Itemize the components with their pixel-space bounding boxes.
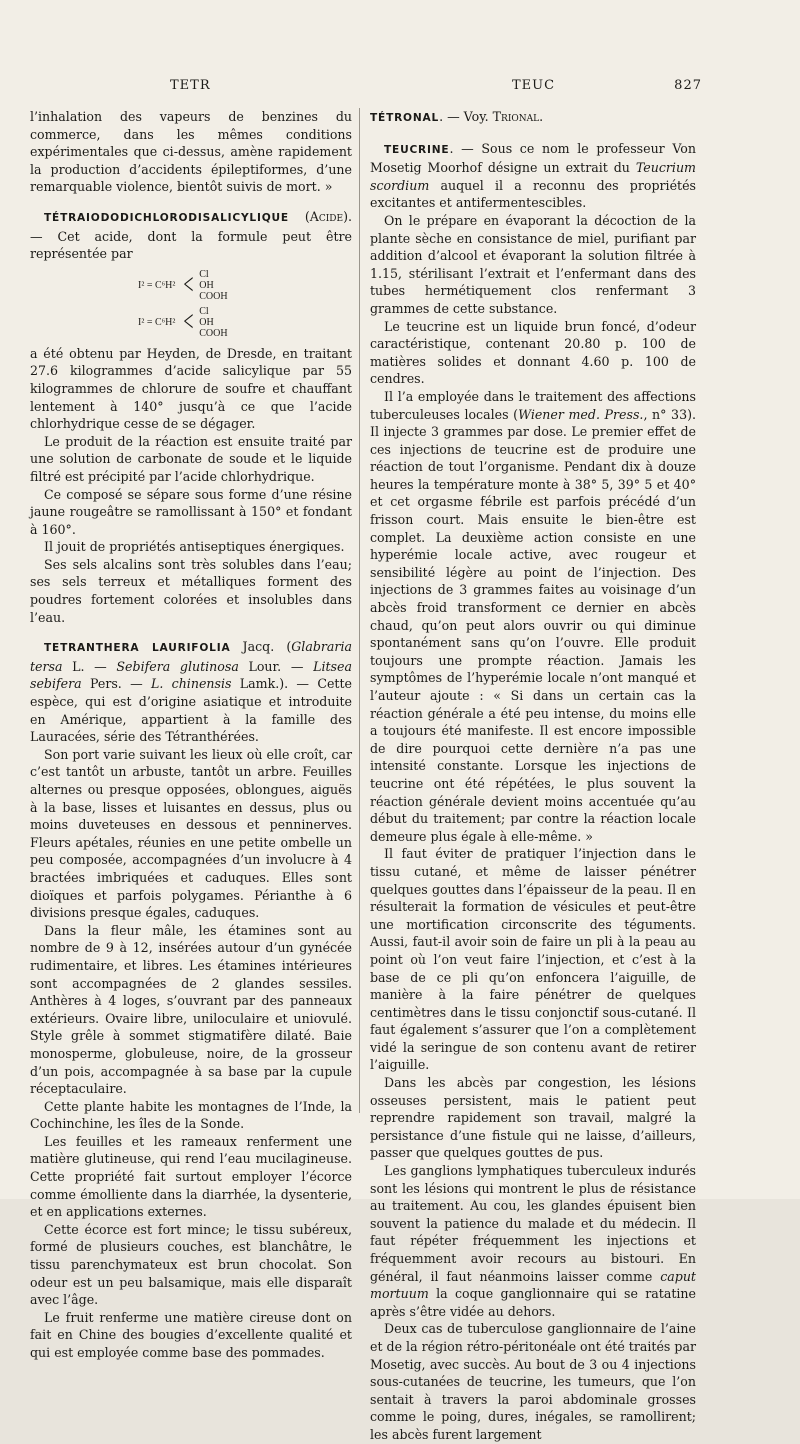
text: , n° 33). Il injecte 3 grammes par dose. Le premier effet de ces injections de teucrine est de produire une réaction de tout l’organisme. Pendant dix à douze heures la température monte à 38° 5, 39° 5 et 40° et cet orgasme fébrile est parfois précédé d’un frisson court. Mais ensuite le bien-être est complet. La deuxième action consiste en une hyperémie locale active, avec rougeur et sensibilité légère au point de l’injection. Des injections de 3 grammes faites au voisinage d’un abcès froid transforment ce dernier en abcès chaud, qu’on peut alors ouvrir ou qui diminue spontanément sans qu’on l’ouvre. Elle produit toujours une prompte réaction. Jamais les symptômes de l’hyperémie locale n’ont manqué et l’auteur ajoute : « Si dans un certain cas la réaction générale a été peu intense, du moins elle a toujours été manifeste. Il est encore impossible de dire pourquoi cette dernière n’a pas une intensité constante. Lorsque les injections de teucrine ont été répétées, le plus souvent la réaction générale devient moins accentuée qu’au début du traitement; par contre la réaction locale demeure plus égale à elle-même. »	[370, 406, 696, 844]
latin-phrase: caput mortuum	[370, 1268, 696, 1302]
page-number: 827	[674, 78, 702, 93]
text: Les ganglions lymphatiques tuberculeux indurés sont les lésions qui montrent le plus de résistance au traitement. Au cou, les glandes épuisent bien souvent la patience du malade et du médecin. Il faut répéter fréquemment les injections et fréquemment avoir recours au bistouri. En général, il faut néanmoins laisser comme	[370, 1163, 696, 1284]
text: . — Sous ce nom le professeur Von Mosetig Moorhof désigne un extrait du	[370, 140, 696, 176]
cross-reference: Trional	[492, 109, 540, 124]
text: la coque ganglionnaire qui se ratatine après s’être vidée au dehors.	[370, 1286, 696, 1319]
paragraph: Dans la fleur mâle, les étamines sont au nombre de 9 à 12, insérées autour d’un gynécée rudimentaire, et libres. Les étamines intérieures sont accompagnées de 2 glandes sessiles. Anthères à 4 loges, s’ouvrant par des panneaux extérieurs. Ovaire libre, uniloculaire et uniovulé. Style grêle à sommet stigmatifère dilaté. Baie monosperme, globuleuse, noire, de la grosseur d’un pois, accompagnée à sa base par la cupule réceptaculaire.	[30, 922, 352, 1097]
bracket-glyph: <	[183, 268, 194, 302]
paragraph	[370, 1162, 696, 1320]
formula-row-1	[138, 269, 352, 302]
right-column	[370, 108, 696, 1444]
chemical-formula	[138, 269, 352, 339]
paragraph: Dans les abcès par congestion, les lésions osseuses persistent, mais le patient peut reprendre rapidement son travail, malgré la persistance d’une fistule qui ne laisse, d’ailleurs, passer que quelques gouttes de pus.	[370, 1075, 696, 1161]
synonym: Litsea sebifera	[30, 658, 352, 692]
bracket-glyph: <	[183, 305, 194, 339]
left-column	[30, 108, 352, 1362]
tag-acide: cide	[318, 208, 344, 224]
formula-row-2	[138, 306, 352, 339]
text: Il l’a employée dans le traitement des affections tuberculeuses locales (	[370, 388, 696, 422]
formula-1-lhs: I² = C⁶H²	[138, 279, 176, 291]
running-head	[0, 78, 800, 98]
species-name: Teucrium scordium	[370, 160, 696, 193]
entry-teucrine	[370, 140, 696, 1444]
headword-tetraiodo: TÉTRAIODODICHLORODISALICYLIQUE	[44, 211, 289, 224]
paragraph: Le produit de la réaction est ensuite traité par une solution de carbonate de soude et le liquide filtré est précipité par l’acide chlorhydrique.	[30, 433, 352, 484]
paragraph: Les feuilles et les rameaux renferment une matière glutineuse, qui rend l’eau mucilagineuse. Cette propriété fait surtout employer l’écorce comme émolliente dans la diarrhée, la dysenterie, et en applications externes.	[30, 1133, 352, 1220]
paragraph: Le fruit renferme une matière cireuse dont on fait en Chine des bougies d’excellente qualité et qui est employée comme base des pommades.	[30, 1309, 352, 1360]
paragraph: Il faut éviter de pratiquer l’injection dans le tissu cutané, et même de laisser pénétrer quelques gouttes dans l’épaisseur de la peau. Il en résulterait la formation de vésicules et peut-être une mortification circonscrite des téguments. Aussi, faut-il avoir soin de faire un pli à la peau au point où l’on veut faire l’injection, et c’est à la base de ce pli qu’on enfoncera l’aiguille, de manière à la faire pénétrer de quelques centimètres dans le tissu conjonctif sous-cutané. Il faut également s’assurer que l’on a complètement vidé la seringue de son contenu avant de retirer l’aiguille.	[370, 846, 696, 1073]
running-head-right: TEUC	[512, 78, 556, 93]
paragraph: Cette écorce est fort mince; le tissu subéreux, formé de plusieurs couches, est blanchâtre, le tissu parenchymateux est brun chocolat. Son odeur est un peu balsamique, mais elle disparaît avec l’âge.	[30, 1221, 352, 1308]
tag-close: ). — Cet acide, dont la formule peut être représentée par	[30, 208, 352, 262]
synonym-author: Pers. —	[81, 676, 151, 692]
paragraph: Son port varie suivant les lieux où elle croît, car c’est tantôt un arbuste, tantôt un arbre. Feuilles alternes ou presque opposées, oblongues, aiguës à la base, lisses et luisantes en dessus, plus ou moins duveteuses en dessous et penninerves. Fleurs apétales, réunies en une petite ombelle un peu composée, accompagnées d’un involucre à 4 bractées imbriquées et caduques. Elles sont dioïques et parfois polygames. Périanthe à 6 divisions presque égales, caduques.	[30, 746, 352, 921]
paragraph: Ce composé se sépare sous forme d’une résine jaune rougeâtre se ramollissant à 150° et fondant à 160°.	[30, 486, 352, 537]
paragraph: a été obtenu par Heyden, de Dresde, en traitant 27.6 kilogrammes d’acide salicylique par 55 kilogrammes de chlorure de soufre et chauffant lentement à 140° jusqu’à ce que l’acide chlorhydrique cesse de se dégager.	[30, 345, 352, 432]
paragraph: Il jouit de propriétés antiseptiques énergiques.	[44, 539, 345, 555]
substituent: COOH	[199, 290, 228, 302]
paragraph: Cette plante habite les montagnes de l’Inde, la Cochinchine, les îles de la Sonde.	[30, 1098, 352, 1132]
substituent: Cl	[199, 305, 209, 317]
tag-open: (A	[288, 208, 319, 224]
entry-tetraiodo	[30, 208, 352, 626]
synonym: L. chinensis	[150, 676, 232, 692]
headword-tetronal: TÉTRONAL	[370, 112, 440, 124]
paragraph: Deux cas de tuberculose ganglionnaire de l’aine et de la région rétro-péritonéale ont été traités par Mosetig, avec succès. Au bout de 3 ou 4 injections sous-cutanées de teucrine, les tumeurs, que l’on sentait à travers la paroi abdominale grosses comme le poing, dures, inégales, se ramollirent; les abcès furent largement	[370, 1321, 696, 1442]
paragraph: Ses sels alcalins sont très solubles dans l’eau; ses sels terreux et métalliques forment des poudres fortement colorées et insolubles dans l’eau.	[30, 556, 352, 625]
paragraph: On le prépare en évaporant la décoction de la plante sèche en consistance de miel, purifiant par addition d’alcool et évaporant la solution filtrée à 1.15, stérilisant l’extrait et l’enfermant dans des tubes hermétiquement clos renfermant 3 grammes de cette substance.	[370, 212, 696, 316]
synonym-author: Lamk.). — Cette espèce, qui est d’origine asiatique et introduite en Amérique, appartient à la famille des Lauracées, série des Tétranthérées.	[30, 676, 352, 745]
synonym: Sebifera glutinosa	[116, 658, 239, 674]
substituent: COOH	[199, 327, 228, 339]
intro-paragraph: l’inhalation des vapeurs de benzines du commerce, dans les mêmes conditions expérimentales que ci-dessus, amène rapidement la production d’accidents épileptiformes, d’une remarquable violence, bientôt suivis de mort. »	[30, 109, 352, 195]
text: . — Voy.	[439, 109, 493, 124]
author: Jacq. (	[230, 639, 292, 655]
entry-tetranthera	[30, 638, 352, 1361]
column-divider	[359, 108, 360, 1113]
substituent: OH	[199, 279, 214, 291]
paragraph	[370, 388, 696, 845]
text: .	[539, 109, 544, 124]
formula-2-lhs: I² = C⁶H²	[138, 316, 176, 328]
formula-1-substituents	[199, 269, 227, 302]
synonym-author: L. —	[62, 658, 117, 674]
headword-tetranthera: TETRANTHERA LAURIFOLIA	[44, 642, 231, 655]
headword-teucrine: TEUCRINE	[384, 143, 450, 156]
running-head-left: TETR	[170, 78, 211, 93]
journal-citation: Wiener med. Press.	[518, 406, 644, 422]
paragraph: Le teucrine est un liquide brun foncé, d’odeur caractéristique, contenant 20.80 p. 100 de matières solides et donnant 4.60 p. 100 de cendres.	[370, 318, 696, 387]
formula-2-substituents	[199, 306, 227, 339]
synonym: Glabraria tersa	[30, 639, 352, 674]
substituent: Cl	[199, 268, 209, 280]
substituent: OH	[199, 316, 214, 328]
text: auquel il a reconnu des propriétés excitantes et antifermentescibles.	[370, 177, 696, 211]
entry-tetronal	[370, 108, 696, 128]
synonym-author: Lour. —	[238, 658, 314, 674]
